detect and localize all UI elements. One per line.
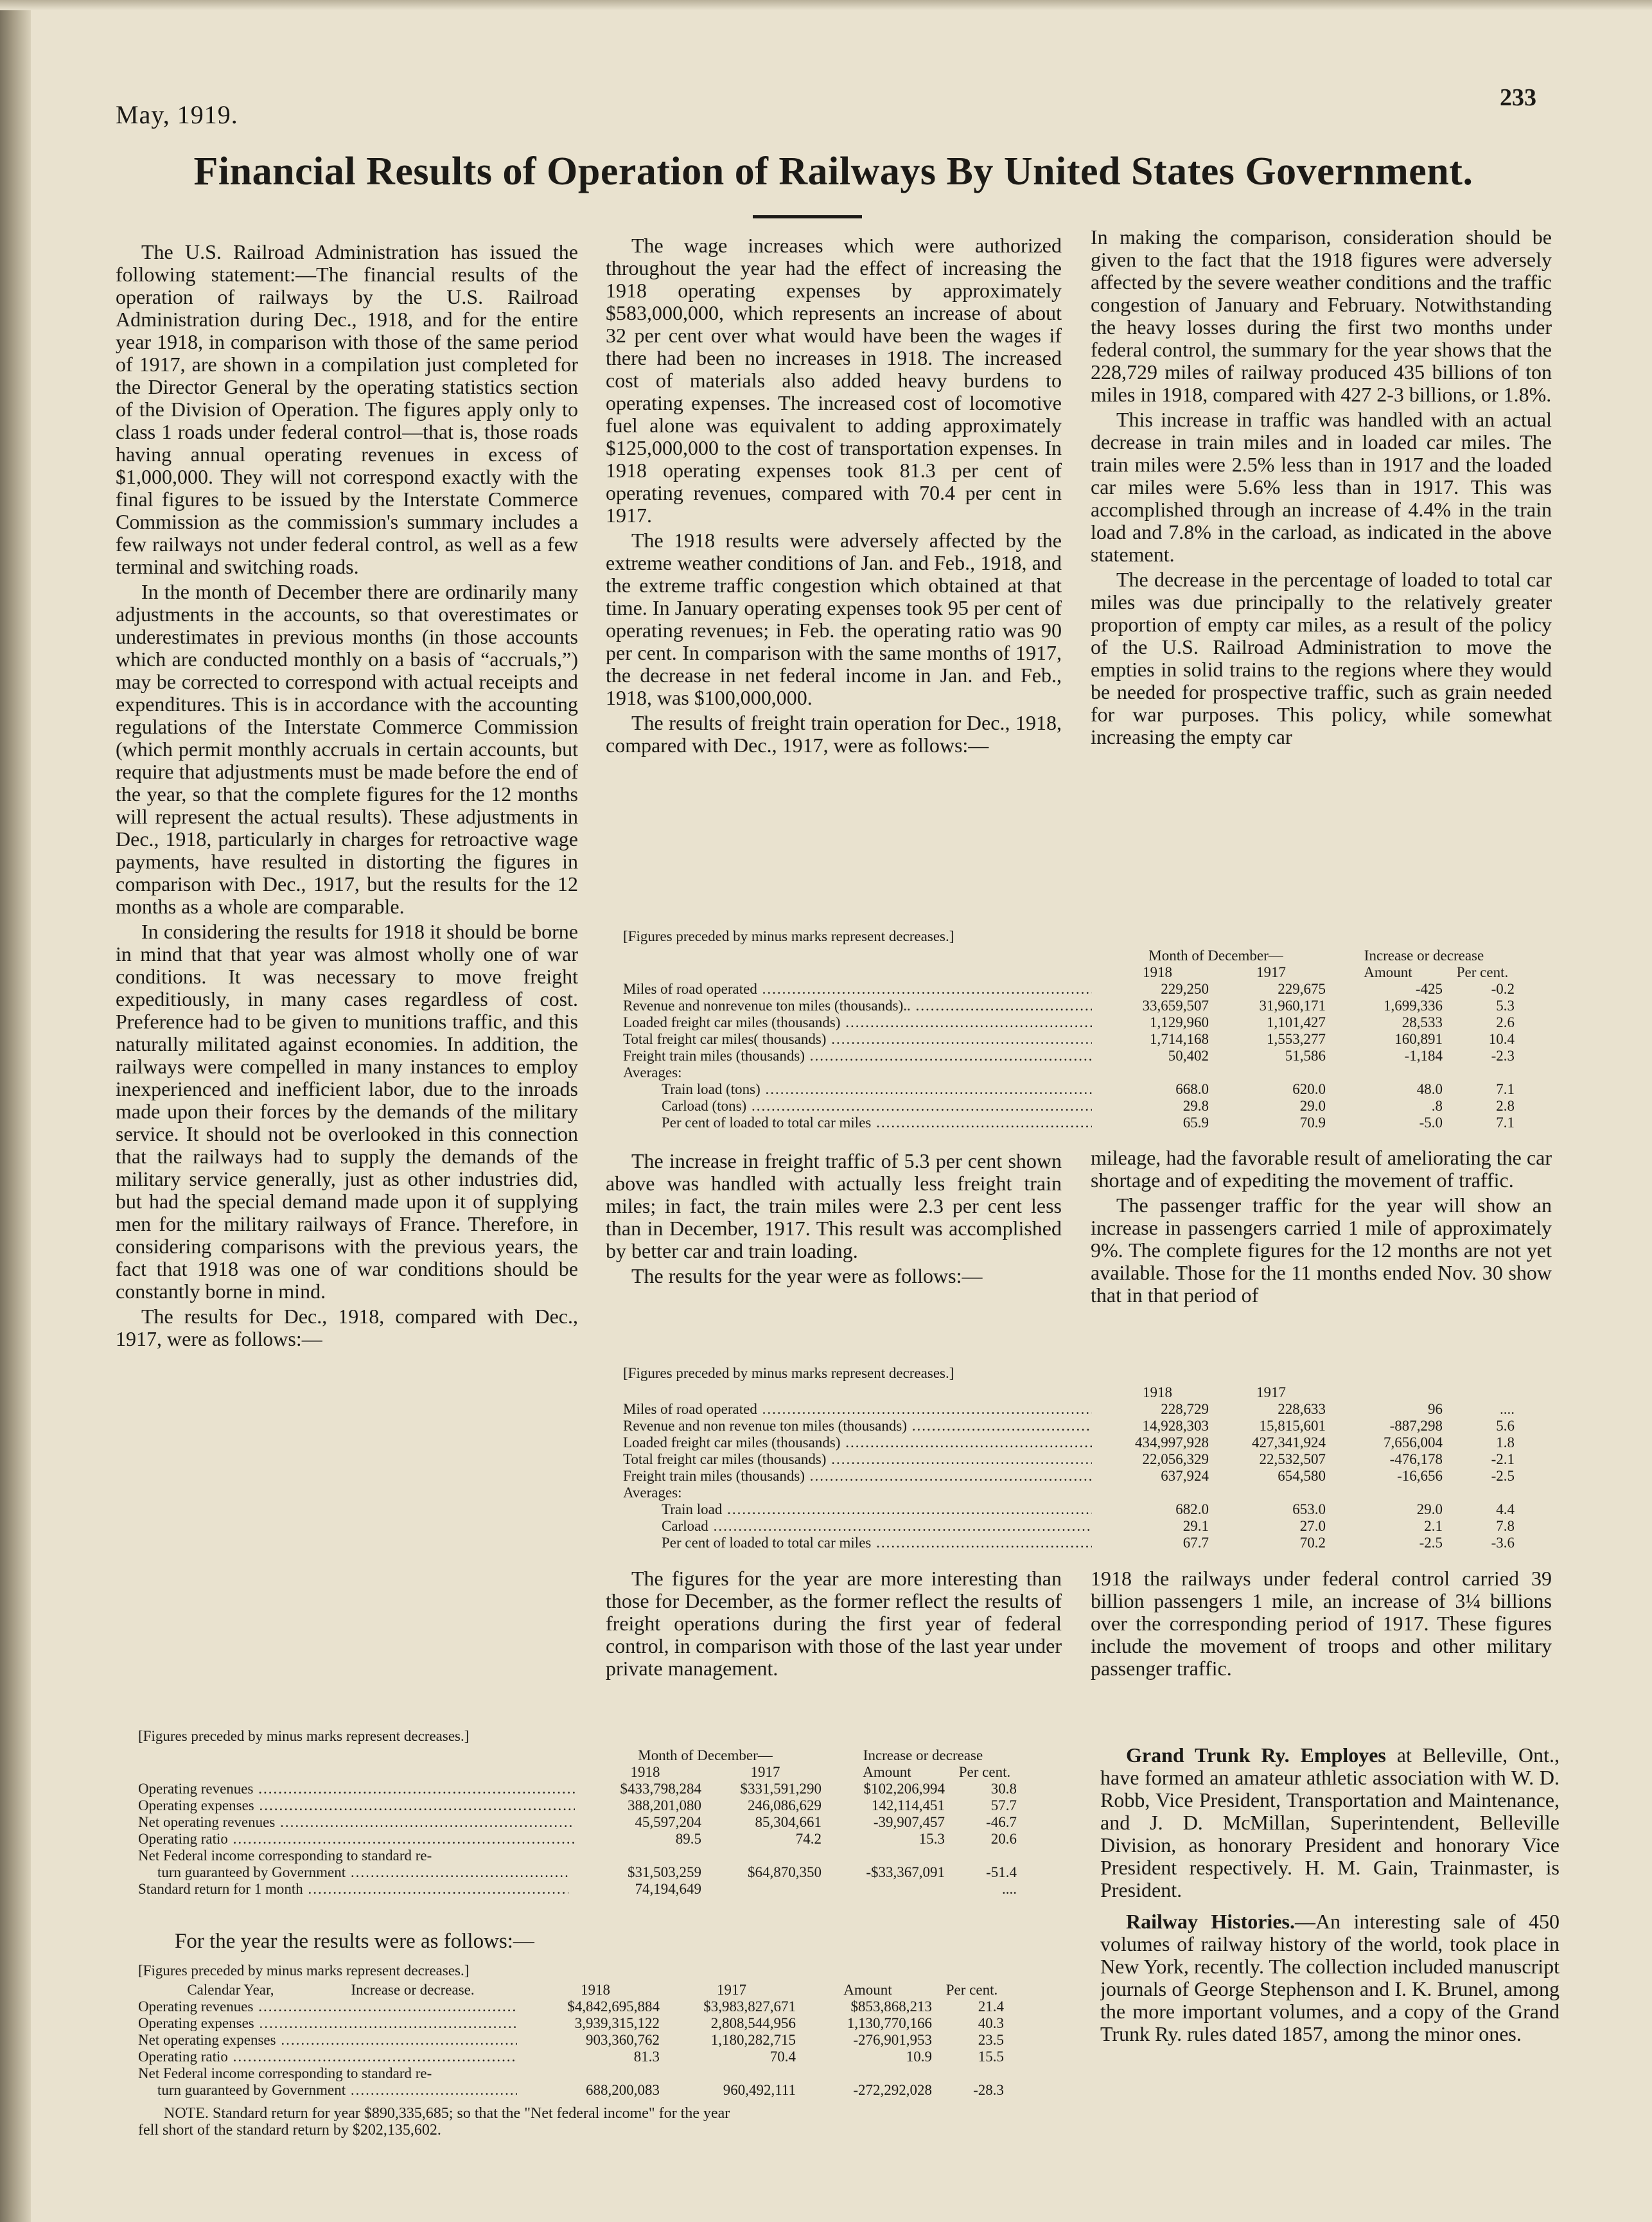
table-row [623,1501,1518,1518]
paragraph: In making the comparison, consideration should be given to the fact that the 1918 figures were adversely affected by the severe weather conditions and the traffic congestion of January and February. Notwithstanding the heavy losses during the first two months under federal control, the summary for the year shows that the 228,729 miles of railway produced 435 billions of ton miles in 1918, compared with 427 2-3 billions, or 1.8%. [1091,226,1552,406]
cell: 2.1 [1424,1518,1443,1534]
table-row [623,1048,1518,1064]
cell: 74,194,649 [635,1881,701,1897]
table-row [623,1115,1518,1131]
row-label: Miles of road operated [623,981,757,997]
cell: 27.0 [1299,1518,1326,1534]
column-header: Per cent. [1456,964,1509,980]
column-3-mid [1091,1147,1552,1359]
news-text: —An interesting sale of 450 volumes of railway history of the world, took place in New York, recently. The collection included manuscript journals of George Stephenson and I. K. Brunel, among the more important volumes, and a copy of the Grand Trunk Ry. rules dated 1857, among the minor ones. [1100,1910,1560,2045]
cell: -2.5 [1419,1535,1443,1551]
cell: 85,304,661 [755,1814,822,1830]
table-footnote: NOTE. Standard return for year $890,335,685; so that the "Net federal income" for the year [164,2105,730,2122]
cell: 29.0 [1416,1501,1443,1517]
cell: 229,675 [1278,981,1326,997]
cell: 620.0 [1292,1081,1326,1097]
cell: $433,798,284 [620,1781,701,1797]
column-header: Calendar Year, [187,1982,274,1998]
row-label: Net Federal income corresponding to standard re- [138,1847,432,1864]
cell: 5.3 [1496,998,1515,1014]
news-railway-histories [1100,1910,1560,2045]
paragraph: The U.S. Railroad Administration has issued the following statement:—The financial results of the operation of railways by the U.S. Railroad Administration during Dec., 1918, and for the entire year 1918, in comparison with those of the same period of 1917, are shown in a compilation just completed for the Director General by the operating statistics section of the Division of Operation. The figures apply only to class 1 roads under federal control—that is, those roads having annual operating revenues in excess of $1,000,000. They will not correspond exactly with the final figures to be issued by the Interstate Commerce Commission as the commission's summary includes a few railways not under federal control, as well as a few terminal and switching roads. [116,241,578,578]
group-header: Month of December— [638,1747,773,1763]
row-label: Operating ratio [138,1831,228,1847]
cell: 21.4 [978,1998,1004,2015]
row-label: Train load (tons) [662,1081,760,1097]
cell: -46.7 [986,1814,1017,1830]
news-heading: Grand Trunk Ry. Employes [1126,1744,1386,1767]
cell: -2.3 [1491,1048,1515,1064]
column-header: 1917 [750,1764,780,1780]
news-items [1100,1744,1560,2162]
cell: 70.2 [1299,1535,1326,1551]
row-label: Net operating expenses [138,2032,276,2048]
column-3-top [1091,226,1552,913]
cell: .8 [1431,1098,1443,1114]
cell: $102,206,994 [863,1781,945,1797]
row-label: Net operating revenues [138,1814,276,1830]
row-label: Per cent of loaded to total car miles [662,1115,872,1131]
group-header: Increase or decrease [863,1747,983,1763]
paragraph: The results for Dec., 1918, compared with Dec., 1917, were as follows:— [116,1305,578,1350]
book-spine-shadow [0,0,31,2222]
column-header: Amount [863,1764,911,1780]
table-row [138,1864,1021,1881]
averages-label: Averages: [623,1064,682,1080]
cell: 22,532,507 [1259,1451,1326,1467]
cell: -276,901,953 [853,2032,932,2048]
row-label: Loaded freight car miles (thousands) [623,1434,841,1450]
table-row [623,1098,1518,1115]
cell: .... [1002,1881,1017,1897]
table-row [623,1468,1518,1485]
row-label: Carload (tons) [662,1098,747,1114]
table-row [623,1014,1518,1031]
cell: -16,656 [1397,1468,1443,1484]
row-label: Total freight car miles( thousands) [623,1031,827,1047]
row-label: Operating ratio [138,2049,228,2065]
cell: 10.4 [1488,1031,1515,1047]
cell: $331,591,290 [740,1781,822,1797]
cell: 3,939,315,122 [574,2015,660,2031]
cell: 10.9 [906,2049,932,2065]
cell: 30.8 [990,1781,1017,1797]
cell: 142,114,451 [871,1797,945,1813]
news-grand-trunk [1100,1744,1560,1901]
cell: -51.4 [986,1864,1017,1880]
cell: 7.8 [1496,1518,1515,1534]
table-row [623,1081,1518,1098]
row-label: turn guaranteed by Government [157,2082,346,2098]
table-row [623,1418,1518,1434]
cell: -28.3 [973,2082,1004,2098]
table-row [623,1031,1518,1048]
table-row [623,1451,1518,1468]
cell: 903,360,762 [586,2032,660,2048]
finance-december-table [138,1728,1069,1898]
cell: 89.5 [675,1831,701,1847]
cell: -2.5 [1491,1468,1515,1484]
article-title: Financial Results of Operation of Railways By United States Government. [193,150,1473,193]
table-note: [Figures preceded by minus marks represent decreases.] [138,1728,470,1744]
cell: 668.0 [1175,1081,1209,1097]
cell: 682.0 [1175,1501,1209,1517]
freight-year-table [623,1365,1548,1551]
group-header: Increase or decrease [1364,948,1484,964]
table-row [138,2049,1008,2065]
paragraph: The 1918 results were adversely affected by the extreme weather conditions of Jan. and Feb., 1918, and the extreme traffic congestion which obtained at that time. In January operating expenses took 95 per cent of operating revenues; in Feb. the operating ratio was 90 per cent. In comparison with the same months of 1917, the decrease in net federal income in Jan. and Feb., 1918, was $100,000,000. [606,529,1062,709]
paragraph: The decrease in the percentage of loaded to total car miles was due principally to the relatively greater proportion of empty car miles, as a result of the policy of the U.S. Railroad Administration to move the empties in solid trains to the regions where they would be needed for prospective traffic, such as grain needed for war purposes. This policy, while somewhat increasing the empty car [1091,568,1552,748]
cell: 33,659,507 [1142,998,1209,1014]
cell: 15.3 [918,1831,945,1847]
table-row [138,1831,1021,1847]
column-header: 1917 [1256,1384,1286,1400]
row-label: Train load [662,1501,723,1517]
column-1 [116,241,578,1718]
column-header: 1918 [630,1764,660,1780]
cell: -1,184 [1404,1048,1443,1064]
cell: 15.5 [978,2049,1004,2065]
table-row [138,1781,1021,1797]
column-header: Per cent. [958,1764,1011,1780]
cell: 1,714,168 [1150,1031,1209,1047]
cell: 653.0 [1292,1501,1326,1517]
paragraph: The results for the year were as follows:— [631,1264,983,1287]
row-label: Operating expenses [138,1797,254,1813]
row-label: Net Federal income corresponding to standard re- [138,2065,432,2081]
table-note: [Figures preceded by minus marks represent decreases.] [623,928,954,944]
cell: 1,699,336 [1384,998,1443,1014]
cell: 50,402 [1168,1048,1209,1064]
column-header: Per cent. [945,1982,998,1998]
row-label: Freight train miles (thousands) [623,1048,805,1064]
column-header: Amount [843,1982,892,1998]
cell: 67.7 [1182,1535,1209,1551]
column-header: 1918 [1143,964,1172,980]
cell: 15,815,601 [1259,1418,1326,1434]
paragraph: The passenger traffic for the year will show an increase in passengers carried 1 mile of approximately 9%. The complete figures for the 12 months are not yet available. Those for the 11 months ended Nov. 30 show that in that period of [1091,1194,1552,1307]
cell: 45,597,204 [635,1814,701,1830]
cell: 1,101,427 [1267,1014,1326,1030]
cell: -476,178 [1389,1451,1443,1467]
group-header: Month of December— [1148,948,1283,964]
cell: -3.6 [1491,1535,1515,1551]
cell: 1,129,960 [1150,1014,1209,1030]
cell [825,1881,949,1898]
cell: 246,086,629 [748,1797,822,1813]
paragraph: 1918 the railways under federal control carried 39 billion passengers 1 mile, an increase of 3¼ billions over the corresponding period of 1917. These figures include the movement of troops and other military passenger traffic. [1091,1567,1552,1680]
table-row [138,1814,1021,1831]
cell: $4,842,695,884 [567,1998,660,2015]
year-intro [175,1930,1010,1956]
cell: 228,633 [1278,1401,1326,1417]
column-header: Amount [1364,964,1412,980]
cell: 960,492,111 [723,2082,796,2098]
cell: 688,200,083 [586,2082,660,2098]
cell: 29.0 [1299,1098,1326,1114]
cell: 427,341,924 [1252,1434,1326,1450]
paragraph: The figures for the year are more interesting than those for December, as the former reflect the results of freight operations during the first year of federal control, in comparison with those of the last year under private management. [606,1567,1062,1680]
cell: 81.3 [633,2049,660,2065]
table-footnote: fell short of the standard return by $202,135,602. [138,2122,441,2138]
cell: 160,891 [1394,1031,1443,1047]
cell: 57.7 [990,1797,1017,1813]
paragraph: In considering the results for 1918 it should be borne in mind that that year was almost wholly one of war conditions. It was necessary to move freight expeditiously, in many cases regardless of cost. Preference had to be given to munitions traffic, and this naturally militated against economies. In addition, the railways were compelled in many instances to employ inexperienced and inefficient labor, due to the inroads made upon their forces by the demands of the military service. It should not be overlooked in this connection that the railways had to supply the demands of the military service generally, just as other industries did, but had the special demand made upon it of supplying men for the military railways of France. Therefore, in considering comparisons with the previous years, the fact that 1918 was one of war conditions should be constantly borne in mind. [116,920,578,1303]
row-label: Per cent of loaded to total car miles [662,1535,872,1551]
column-2-bottom [606,1567,1062,1722]
row-label: Freight train miles (thousands) [623,1468,805,1484]
cell: 51,586 [1285,1048,1326,1064]
cell: -0.2 [1491,981,1515,997]
table-row [623,1535,1518,1551]
paragraph: The wage increases which were authorized throughout the year had the effect of increasing the 1918 operating expenses by approximately $583,000,000, which represents an increase of about 32 per cent over what would have been the wages if there had been no increases in 1918. The increased cost of materials also added heavy burdens to operating expenses. The increased cost of locomotive fuel alone was equivalent to adding approximately $125,000,000 to the cost of transportation expenses. In 1918 operating expenses took 81.3 per cent of operating revenues, compared with 70.4 per cent in 1917. [606,234,1062,527]
cell: $31,503,259 [628,1864,701,1880]
table-row [623,1434,1518,1451]
issue-date: May, 1919. [116,100,238,129]
table-row [138,2015,1008,2032]
table-row [623,998,1518,1014]
finance-year-table [138,1962,1069,2138]
cell: -272,292,028 [853,2082,932,2098]
cell: 22,056,329 [1142,1451,1209,1467]
cell: 637,924 [1161,1468,1209,1484]
column-header: 1917 [1256,964,1286,980]
paragraph: For the year the results were as follows:— [175,1930,534,1953]
row-label: Miles of road operated [623,1401,757,1417]
row-label: Total freight car miles (thousands) [623,1451,827,1467]
cell: 434,997,928 [1135,1434,1209,1450]
table-row [138,1998,1008,2015]
cell: 70.9 [1299,1115,1326,1131]
row-label: Standard return for 1 month [138,1881,303,1897]
table-note: [Figures preceded by minus marks represent decreases.] [138,1962,470,1979]
cell: -425 [1415,981,1443,997]
cell: 31,960,171 [1259,998,1326,1014]
table-row [623,1401,1518,1418]
news-text: at Belleville, Ont., have formed an amateur athletic association with W. D. Robb, Vice President, Transportation and Maintenance, and J. D. McMillan, Superintendent, Belleville Division, as honorary President and honorary Vice President respectively. H. M. Gain, Trainmaster, is President. [1100,1744,1560,1901]
paragraph: The results of freight train operation for Dec., 1918, compared with Dec., 1917, were as follows:— [606,711,1062,757]
row-label: Operating revenues [138,1998,254,2015]
table-row [623,981,1518,998]
page-number: 233 [1500,84,1536,111]
cell [705,1881,825,1898]
cell: 228,729 [1161,1401,1209,1417]
column-3-bottom [1091,1567,1552,1709]
row-label: turn guaranteed by Government [157,1864,346,1880]
row-label: Revenue and nonrevenue ton miles (thousands).. [623,998,911,1014]
cell: 1,553,277 [1267,1031,1326,1047]
column-header: 1918 [1143,1384,1172,1400]
cell: -5.0 [1419,1115,1443,1131]
column-2-top [606,234,1062,915]
cell: 20.6 [990,1831,1017,1847]
cell: 388,201,080 [628,1797,701,1813]
cell: 14,928,303 [1142,1418,1209,1434]
table-row [138,2032,1008,2049]
cell: -39,907,457 [873,1814,945,1830]
cell: 65.9 [1182,1115,1209,1131]
cell: 96 [1428,1401,1443,1417]
cell: -887,298 [1389,1418,1443,1434]
cell: 229,250 [1161,981,1209,997]
cell: 74.2 [795,1831,822,1847]
column-2-mid [606,1150,1062,1362]
cell: 29.1 [1182,1518,1209,1534]
cell: 70.4 [769,2049,796,2065]
cell: 2,808,544,956 [710,2015,796,2031]
cell: 2.8 [1496,1098,1515,1114]
row-label: Revenue and non revenue ton miles (thousands) [623,1418,907,1434]
cell: 1,130,770,166 [847,2015,932,2031]
cell: .... [1500,1401,1515,1417]
paragraph: This increase in traffic was handled with an actual decrease in train miles and in loaded car miles. The train miles were 2.5% less than in 1917 and the loaded car miles were 5.6% less than in 1917. This was accomplished through an increase of 4.4% in the train load and 7.8% in the carload, as indicated in the above statement. [1091,408,1552,566]
averages-label: Averages: [623,1485,682,1501]
row-label: Carload [662,1518,708,1534]
cell: 7.1 [1496,1081,1515,1097]
cell: 5.6 [1496,1418,1515,1434]
cell: 654,580 [1278,1468,1326,1484]
table-row [138,1881,1021,1898]
cell: 2.6 [1496,1014,1515,1030]
cell: 48.0 [1416,1081,1443,1097]
news-heading: Railway Histories. [1126,1910,1295,1933]
table-row [138,1797,1021,1814]
cell: 7,656,004 [1384,1434,1443,1450]
column-header: 1917 [717,1982,746,1998]
table-note: [Figures preceded by minus marks represent decreases.] [623,1365,954,1381]
page-top-edge [0,0,1652,10]
cell: $853,868,213 [850,1998,932,2015]
cell: 40.3 [978,2015,1004,2031]
column-header: 1918 [581,1982,610,1998]
row-label: Operating expenses [138,2015,254,2031]
cell: 1,180,282,715 [710,2032,796,2048]
title-rule [753,215,862,218]
paragraph: mileage, had the favorable result of ameliorating the car shortage and of expediting the movement of traffic. [1091,1147,1552,1192]
cell: -2.1 [1491,1451,1515,1467]
cell: 29.8 [1182,1098,1209,1114]
table-row [623,1518,1518,1535]
cell: 1.8 [1496,1434,1515,1450]
paragraph: The increase in freight traffic of 5.3 per cent shown above was handled with actually less freight train miles; in fact, the train miles were 2.3 per cent less than in December, 1917. This result was accomplished by better car and train loading. [606,1150,1062,1262]
column-header: Increase or decrease. [351,1982,475,1998]
cell: 28,533 [1402,1014,1443,1030]
cell: $64,870,350 [748,1864,822,1880]
table-row [138,2082,1008,2099]
row-label: Loaded freight car miles (thousands) [623,1014,841,1030]
row-label: Operating revenues [138,1781,254,1797]
paragraph: In the month of December there are ordinarily many adjustments in the accounts, so that overestimates or underestimates in previous months (in those accounts which are conducted monthly on a basis of “accruals,”) may be corrected to correspond with actual receipts and expenditures. This is in accordance with the accounting regulations of the Interstate Commerce Commission (which permit monthly accruals in certain accounts, but require that adjustments must be made before the end of the year, so that the complete figures for the 12 months will represent the actual results). These adjustments in Dec., 1918, particularly in charges for retroactive wage payments, have resulted in distorting the figures in comparison with Dec., 1917, but the results for the 12 months as a whole are comparable. [116,580,578,918]
cell: 23.5 [978,2032,1004,2048]
cell: $3,983,827,671 [703,1998,796,2015]
cell: -$33,367,091 [866,1864,945,1880]
cell: 7.1 [1496,1115,1515,1131]
freight-december-table [623,928,1548,1131]
cell: 4.4 [1496,1501,1515,1517]
